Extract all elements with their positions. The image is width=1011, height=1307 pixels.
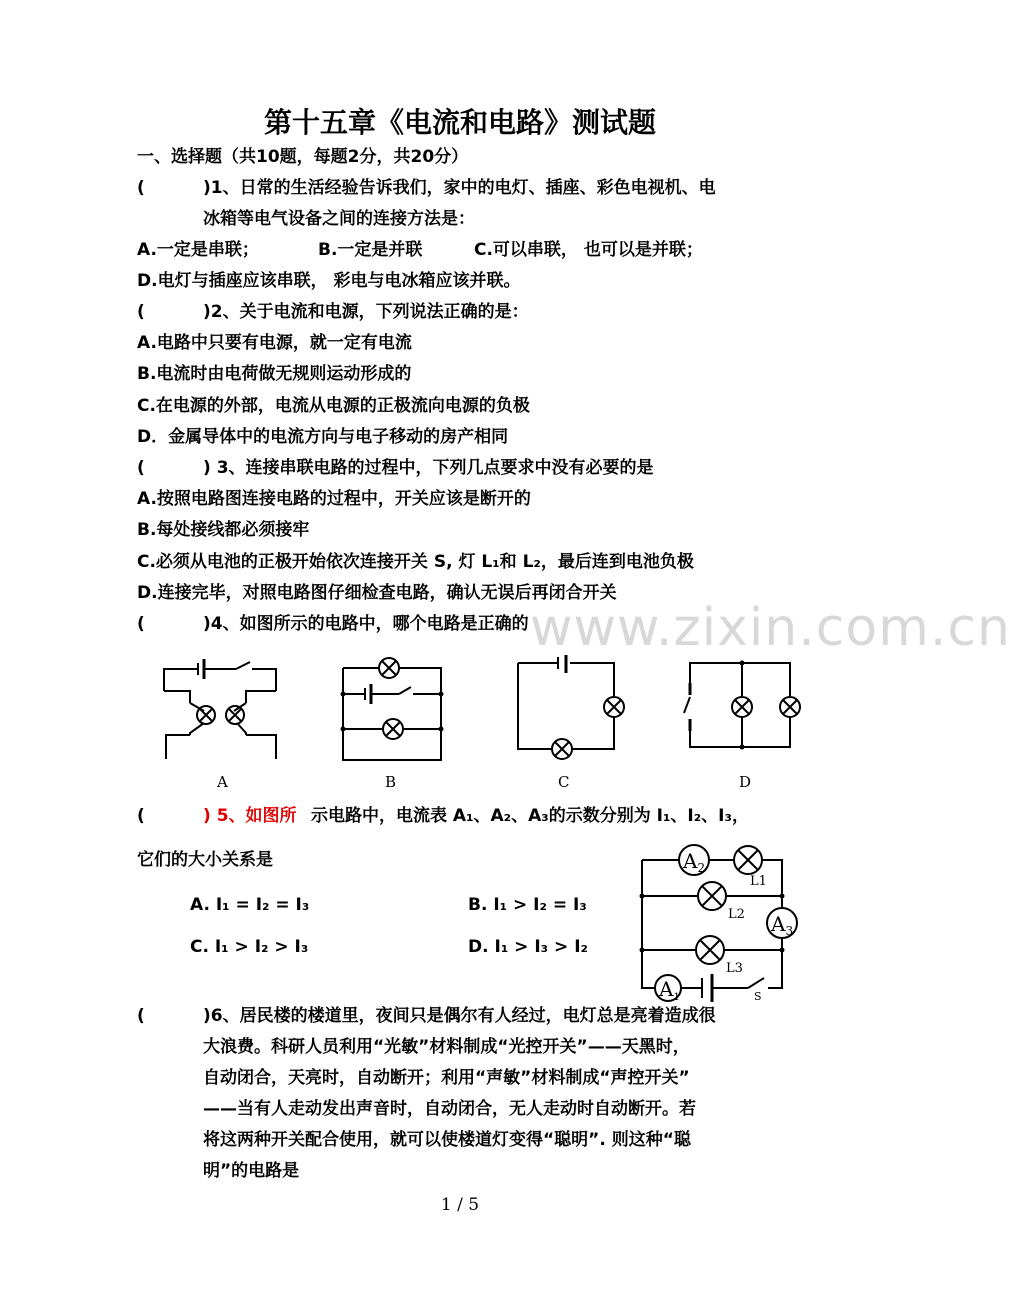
circuit-d-label: D [739, 773, 752, 791]
q5-circuit [636, 838, 806, 1002]
q2-option-d: D．金属导体中的电流方向与电子移动的房产相同 [137, 427, 509, 447]
q6-stem-line4: ——当有人走动发出声音时，自动闭合，无人走动时自动断开。若 [203, 1099, 696, 1119]
circuit-a-label: A [217, 773, 228, 791]
circuit-d [680, 655, 805, 755]
q5-option-d: D. I₁ > I₃ > I₂ [468, 937, 588, 957]
ammeter-a3-label: $A_3$ [771, 912, 794, 938]
watermark: www.zixin.com.cn [530, 598, 1011, 658]
q6-stem-line3: 自动闭合，天亮时，自动断开；利用“声敏”材料制成“声控开关” [203, 1068, 690, 1088]
q5-stem-line2: 它们的大小关系是 [137, 850, 273, 870]
q4-bracket: ( [137, 614, 145, 634]
switch-s-label: S [754, 990, 762, 1003]
circuit-c [514, 655, 634, 765]
ammeter-a2-label: $A_2$ [683, 849, 706, 875]
q5-stem: 示电路中，电流表 A₁、A₂、A₃的示数分别为 I₁、I₂、I₃， [311, 806, 749, 826]
q1-bracket: ( [137, 178, 145, 198]
q3-option-b: B.每处接线都必须接牢 [137, 520, 310, 540]
q6-stem-line5: 将这两种开关配合使用，就可以使楼道灯变得“聪明”. 则这种“聪 [203, 1130, 691, 1150]
q5-stem-highlight: ) 5、如图所 [203, 806, 297, 826]
q1-stem-line1: )1、日常的生活经验告诉我们，家中的电灯、插座、彩色电视机、电 [203, 178, 716, 198]
q5-option-c: C. I₁ > I₂ > I₃ [190, 937, 309, 957]
ammeter-a1-label: $A_1$ [659, 977, 680, 1003]
q6-stem-line2: 大浪费。科研人员利用“光敏”材料制成“光控开关”——天黑时， [203, 1037, 690, 1057]
q2-option-b: B.电流时由电荷做无规则运动形成的 [137, 364, 412, 384]
circuit-b [337, 652, 447, 762]
lamp-l3-label: L3 [726, 961, 743, 976]
q1-option-d: D.电灯与插座应该串联， 彩电与电冰箱应该并联。 [137, 271, 521, 291]
lamp-l1-label: L1 [750, 874, 767, 889]
q3-option-c: C.必须从电池的正极开始依次连接开关 S, 灯 L₁和 L₂，最后连到电池负极 [137, 552, 694, 572]
q6-bracket: ( [137, 1006, 145, 1026]
q2-option-a: A.电路中只要有电源，就一定有电流 [137, 333, 412, 353]
lamp-l2-label: L2 [728, 907, 745, 922]
section-heading: 一、选择题（共10题，每题2分，共20分） [137, 147, 469, 167]
q1-option-a: A.一定是串联； [137, 240, 259, 260]
q1-option-b: B.一定是并联 [318, 240, 423, 260]
q2-option-c: C.在电源的外部，电流从电源的正极流向电源的负极 [137, 396, 530, 416]
circuit-b-label: B [385, 773, 397, 791]
q5-option-a: A. I₁ = I₂ = I₃ [190, 895, 310, 915]
q3-bracket: ( [137, 458, 145, 478]
q6-stem-line6: 明”的电路是 [203, 1161, 300, 1181]
circuit-a [160, 655, 285, 765]
q4-stem: )4、如图所示的电路中，哪个电路是正确的 [203, 614, 529, 634]
q3-option-a: A.按照电路图连接电路的过程中，开关应该是断开的 [137, 489, 531, 509]
q3-stem: ) 3、连接串联电路的过程中，下列几点要求中没有必要的是 [203, 458, 654, 478]
q2-bracket: ( [137, 302, 145, 322]
q1-stem-line2: 冰箱等电气设备之间的连接方法是： [203, 209, 475, 229]
q1-option-c: C.可以串联， 也可以是并联； [474, 240, 703, 260]
q6-stem-line1: )6、居民楼的楼道里，夜间只是偶尔有人经过，电灯总是亮着造成很 [203, 1006, 716, 1026]
page-number: 1 / 5 [440, 1195, 480, 1215]
q5-option-b: B. I₁ > I₂ = I₃ [468, 895, 587, 915]
q5-bracket: ( [137, 806, 145, 826]
q3-option-d: D.连接完毕，对照电路图仔细检查电路，确认无误后再闭合开关 [137, 583, 617, 603]
circuit-c-label: C [558, 773, 570, 791]
q2-stem: )2、关于电流和电源，下列说法正确的是： [203, 302, 529, 322]
page-title: 第十五章《电流和电路》测试题 [263, 106, 656, 139]
